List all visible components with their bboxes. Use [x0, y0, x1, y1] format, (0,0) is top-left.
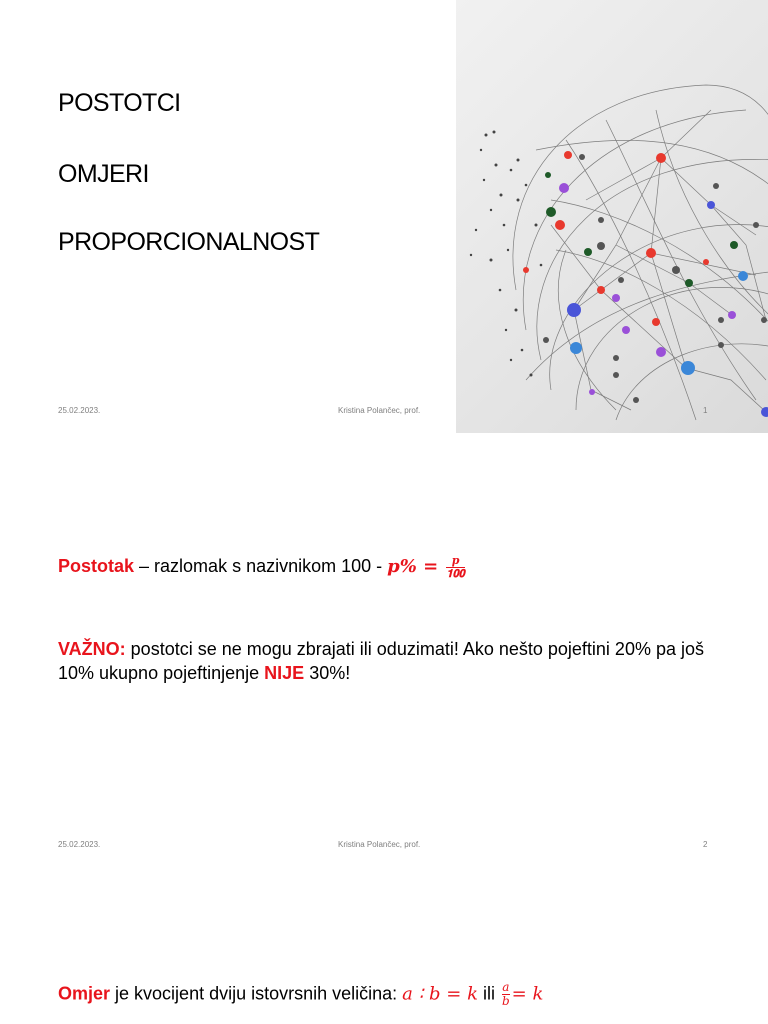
nije-emphasis: NIJE [264, 663, 305, 683]
footer-date: 25.02.2023. [58, 840, 101, 849]
omjer-definition [58, 981, 543, 1008]
fraction-denominator: 𝟏𝟎𝟎 [446, 566, 465, 580]
slide-2 [0, 433, 768, 865]
footer-date: 25.02.2023. [58, 406, 101, 415]
footer-author: Kristina Polančec, prof. [338, 406, 421, 415]
footer-author: Kristina Polančec, prof. [338, 840, 421, 849]
omjer-formula-result: = 𝑘 [511, 983, 544, 1005]
title-proporcionalnost: PROPORCIONALNOST [58, 228, 320, 256]
footer-page-number: 2 [703, 840, 708, 849]
postotak-formula: 𝒑% = [387, 556, 445, 577]
title-omjeri: OMJERI [58, 160, 149, 188]
vazno-text-end: 30%! [304, 663, 351, 683]
postotak-term: Postotak [58, 556, 135, 576]
vazno-label: VAŽNO: [58, 639, 126, 659]
omjer-text: je kvocijent dviju istovrsnih veličina: [110, 983, 403, 1004]
omjer-term: Omjer [58, 983, 111, 1004]
slide-1 [0, 0, 768, 433]
postotak-text: – razlomak s nazivnikom 100 - [134, 556, 388, 576]
fraction-denominator: 𝑏 [501, 994, 510, 1008]
postotak-fraction [446, 555, 464, 580]
postotak-definition [58, 554, 465, 580]
network-globe-image [456, 0, 768, 433]
fraction-numerator: 𝑎 [502, 980, 510, 994]
omjer-ili: ili [477, 983, 500, 1004]
omjer-formula: 𝑎 ∶ 𝑏 = 𝑘 [402, 983, 478, 1005]
fraction-numerator: 𝒑 [446, 555, 464, 568]
title-postotci: POSTOTCI [58, 89, 181, 117]
omjer-fraction [502, 981, 510, 1008]
slide-3 [0, 865, 768, 1024]
footer-page-number: 1 [703, 406, 708, 415]
vazno-text: postotci se ne mogu zbrajati ili oduzimati! Ako nešto pojeftini 20% pa još 10% ukupno pojeftinjenje [58, 639, 704, 683]
vazno-note [58, 637, 718, 685]
